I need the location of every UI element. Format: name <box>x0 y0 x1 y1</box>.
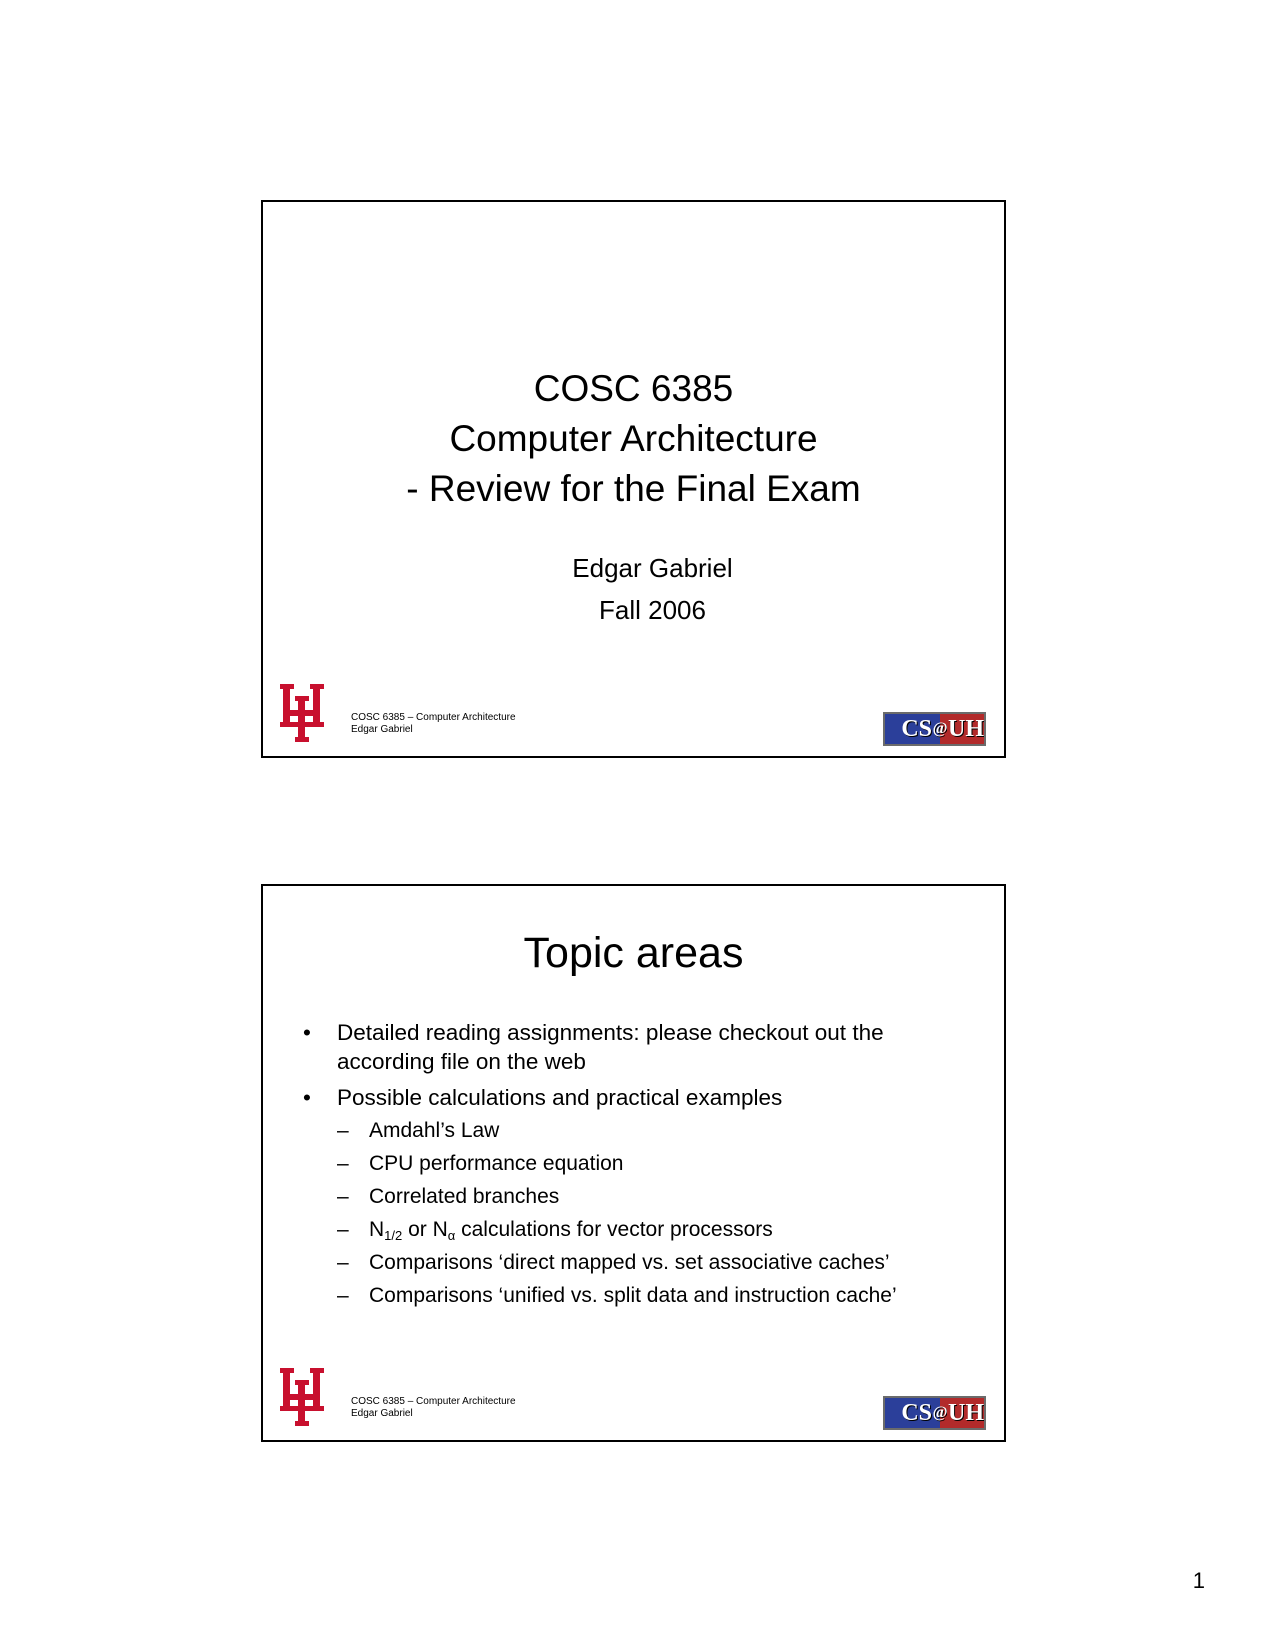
sub-bullet-item <box>337 1215 984 1244</box>
bullet-marker: • <box>303 1085 311 1110</box>
or-text: or <box>402 1218 433 1241</box>
sub-bullet-text: Correlated branches <box>369 1185 560 1208</box>
badge-cs: CS <box>885 1398 933 1428</box>
n-half-subscript: 1/2 <box>384 1228 403 1243</box>
term: Fall 2006 <box>599 595 706 625</box>
slide-footer <box>351 712 516 736</box>
sub-bullet-text: Comparisons ‘direct mapped vs. set associative caches’ <box>369 1251 890 1274</box>
uh-logo-icon <box>277 1366 327 1428</box>
slide-2-title: Topic areas <box>523 929 744 977</box>
sub-bullet-text: calculations for vector processors <box>455 1218 773 1241</box>
n-half-symbol: N <box>369 1218 385 1241</box>
n-alpha-symbol: N <box>432 1218 448 1241</box>
sub-bullet-marker: – <box>337 1251 349 1274</box>
n-alpha-subscript: α <box>447 1228 456 1243</box>
footer-course: COSC 6385 – Computer Architecture <box>351 712 516 723</box>
badge-cs: CS <box>885 714 933 744</box>
bullet-item <box>299 1018 984 1076</box>
sub-bullet-item <box>337 1281 984 1310</box>
sub-bullet-text: Comparisons ‘unified vs. split data and instruction cache’ <box>369 1284 897 1307</box>
cs-uh-badge <box>883 1396 986 1430</box>
title-line: - Review for the Final Exam <box>406 468 861 509</box>
bullet-text: Possible calculations and practical examples <box>337 1085 783 1110</box>
sub-bullet-marker: – <box>337 1119 349 1142</box>
sub-bullet-marker: – <box>337 1218 349 1241</box>
author-name: Edgar Gabriel <box>572 553 733 583</box>
sub-bullet-item <box>337 1116 984 1145</box>
sub-bullet-item <box>337 1248 984 1277</box>
slide-footer <box>351 1396 516 1420</box>
bullet-text: Detailed reading assignments: please checkout out the according file on the web <box>337 1020 884 1074</box>
slide-1-title <box>263 364 1004 514</box>
badge-at: @ <box>933 1398 947 1428</box>
sub-bullet-text: CPU performance equation <box>369 1152 624 1175</box>
footer-author: Edgar Gabriel <box>351 724 413 735</box>
footer-author: Edgar Gabriel <box>351 1408 413 1419</box>
sub-bullet-list <box>337 1116 984 1310</box>
sub-bullet-text: Amdahl’s Law <box>369 1119 500 1142</box>
sub-bullet-item <box>337 1182 984 1211</box>
bullet-list <box>299 1018 984 1317</box>
sub-bullet-marker: – <box>337 1185 349 1208</box>
sub-bullet-marker: – <box>337 1284 349 1307</box>
cs-uh-badge <box>883 712 986 746</box>
slide-1-author-block <box>263 547 1004 631</box>
badge-at: @ <box>933 714 947 744</box>
footer-course: COSC 6385 – Computer Architecture <box>351 1396 516 1407</box>
slide-2 <box>261 884 1006 1442</box>
bullet-marker: • <box>303 1020 311 1045</box>
slide-1 <box>261 200 1006 758</box>
title-line: Computer Architecture <box>449 418 818 459</box>
page-number: 1 <box>1192 1568 1205 1593</box>
title-line: COSC 6385 <box>533 368 734 409</box>
badge-uh: UH <box>947 1398 984 1428</box>
sub-bullet-marker: – <box>337 1152 349 1175</box>
bullet-item <box>299 1083 984 1310</box>
badge-uh: UH <box>947 714 984 744</box>
sub-bullet-item <box>337 1149 984 1178</box>
uh-logo-icon <box>277 682 327 744</box>
